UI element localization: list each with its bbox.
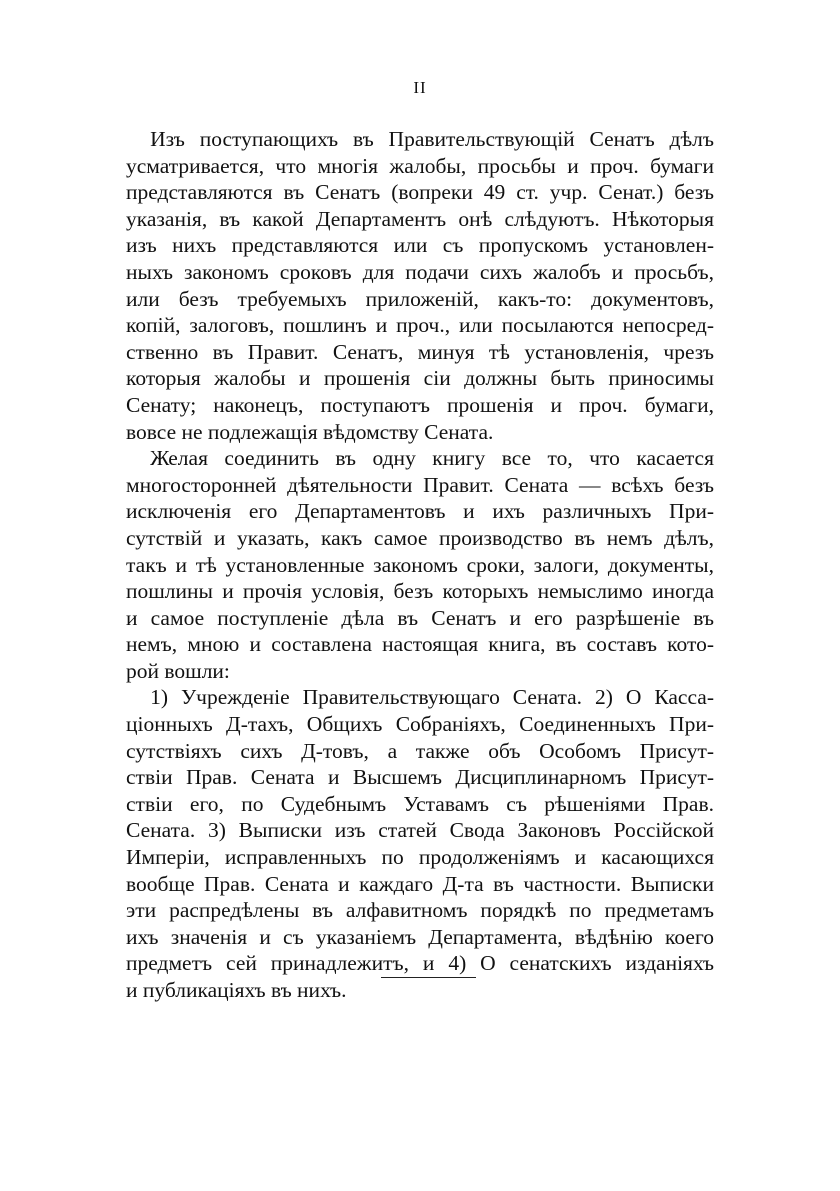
text-line: ціонныхъ Д-тахъ, Общихъ Собраніяхъ, Соединенныхъ При- — [126, 712, 714, 737]
paragraph-3 — [126, 684, 714, 1003]
section-divider — [381, 977, 476, 978]
text-line: исключенія его Департаментовъ и ихъ различныхъ При- — [126, 499, 714, 524]
text-line: и публикаціяхъ въ нихъ. — [126, 978, 347, 1002]
text-line: ствіи Прав. Сената и Высшемъ Дисциплинарномъ Присут- — [126, 765, 714, 790]
text-line: пошлины и прочія условія, безъ которыхъ немыслимо иногда — [126, 579, 714, 604]
text-line: усматривается, что многія жалобы, просьбы и проч. бумаги — [126, 153, 714, 178]
text-line: Сенату; наконецъ, поступаютъ прошенія и проч. бумаги, — [126, 392, 714, 417]
text-line: немъ, мною и составлена настоящая книга, въ составъ кото- — [126, 632, 714, 657]
text-line: рой вошли: — [126, 658, 230, 683]
text-line: изъ нихъ представляются или съ пропускомъ установлен- — [126, 233, 714, 258]
text-line: предметъ сей принадлежитъ, и 4) О сенатскихъ изданіяхъ — [126, 951, 714, 976]
text-line: ствіи его, по Судебнымъ Уставамъ съ рѣшеніями Прав. — [126, 791, 714, 816]
text-line: эти распредѣлены въ алфавитномъ порядкѣ по предметамъ — [126, 898, 714, 923]
text-line: Сената. 3) Выписки изъ статей Свода Законовъ Россійской — [126, 818, 714, 843]
text-line: Изъ поступающихъ въ Правительствующій Сенатъ дѣлъ — [150, 127, 714, 151]
text-line: многосторонней дѣятельности Правит. Сената — всѣхъ безъ — [126, 472, 714, 497]
text-line: копій, залоговъ, пошлинъ и проч., или посылаются непосред- — [126, 313, 714, 338]
text-line: ныхъ закономъ сроковъ для подачи сихъ жалобъ и просьбъ, — [126, 259, 714, 284]
page-number: II — [413, 78, 427, 97]
text-line: ственно въ Правит. Сенатъ, минуя тѣ установленія, чрезъ — [126, 339, 714, 364]
text-line: и самое поступленіе дѣла въ Сенатъ и его разрѣшеніе въ — [126, 605, 714, 630]
text-line: представляются въ Сенатъ (вопреки 49 ст. учр. Сенат.) безъ — [126, 180, 714, 205]
text-line: которыя жалобы и прошенія сіи должны быть приносимы — [126, 366, 714, 391]
text-line: сутствій и указать, какъ самое производство въ немъ дѣлъ, — [126, 525, 714, 550]
text-line: указанія, въ какой Департаментъ онѣ слѣдуютъ. Нѣкоторыя — [126, 206, 714, 231]
text-line: 1) Учрежденіе Правительствующаго Сената. 2) О Касса- — [150, 685, 714, 710]
paragraph-2 — [126, 445, 714, 684]
text-line: или безъ требуемыхъ приложеній, какъ-то: документовъ, — [126, 286, 714, 311]
paragraph-1 — [126, 126, 714, 445]
text-line: Имперіи, исправленныхъ по продолженіямъ и касающихся — [126, 845, 714, 870]
text-line: Желая соединить въ одну книгу все то, что касается — [150, 446, 714, 471]
text-line: сутствіяхъ сихъ Д-товъ, а также объ Особомъ Присут- — [126, 738, 714, 763]
body-text — [126, 126, 714, 1004]
text-line: вообще Прав. Сената и каждаго Д-та въ частности. Выписки — [126, 871, 714, 896]
text-line: такъ и тѣ установленные закономъ сроки, залоги, документы, — [126, 552, 714, 577]
text-line: ихъ значенія и съ указаніемъ Департамента, вѣдѣнію коего — [126, 924, 714, 949]
text-line: вовсе не подлежащія вѣдомству Сената. — [126, 419, 494, 444]
